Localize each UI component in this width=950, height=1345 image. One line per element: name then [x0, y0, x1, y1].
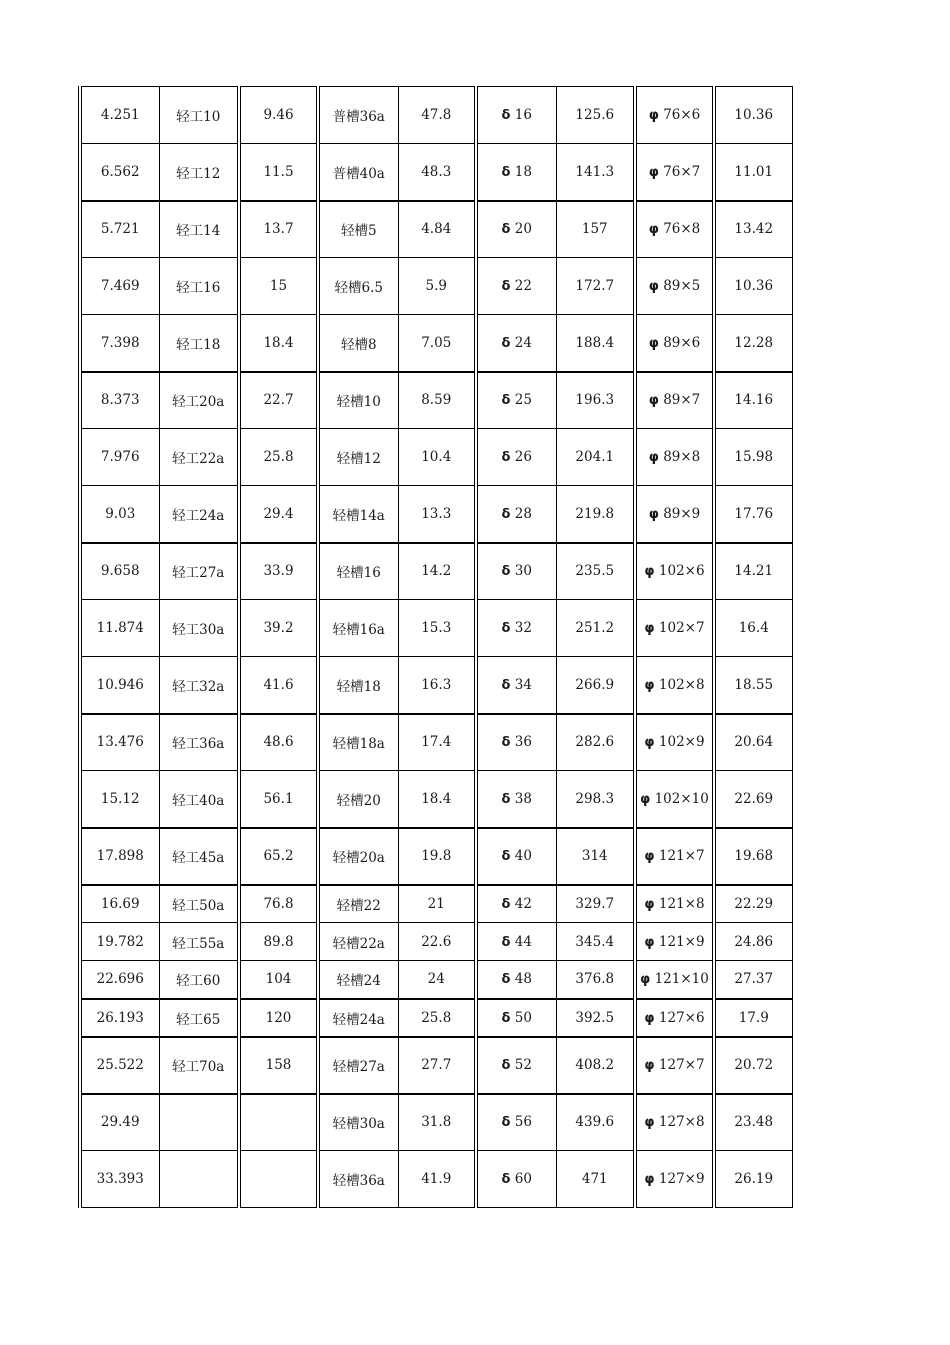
table-cell: 47.8 [398, 87, 476, 144]
cell-value: 76×7 [663, 163, 701, 180]
table-cell: 33.9 [239, 543, 318, 600]
delta-symbol: δ [501, 450, 511, 465]
table-cell: 13.476 [80, 714, 159, 771]
table-cell: 4.84 [398, 201, 476, 258]
table-cell: 16.69 [80, 885, 159, 923]
table-row [80, 372, 792, 429]
table-cell: 17.9 [714, 999, 792, 1037]
table-cell: 19.8 [398, 828, 476, 885]
delta-symbol: δ [501, 564, 511, 580]
table-cell: 轻工14 [159, 201, 239, 258]
table-cell: 18.55 [714, 657, 792, 714]
cell-value: 102×6 [658, 563, 705, 580]
delta-symbol: δ [501, 972, 511, 988]
phi-symbol: φ [640, 791, 651, 807]
table-row [80, 486, 792, 543]
table-cell: 120 [239, 999, 318, 1037]
table-cell: 轻工18 [159, 315, 239, 372]
table-cell: 14.21 [714, 543, 792, 600]
table-cell: 轻槽22 [318, 885, 398, 923]
table-cell: 329.7 [556, 885, 635, 923]
table-cell: 9.46 [239, 87, 318, 144]
table-cell: 7.976 [80, 429, 159, 486]
table-cell [476, 771, 556, 828]
table-row [80, 885, 792, 923]
table-row [80, 1094, 792, 1151]
cell-value: 89×7 [663, 392, 701, 409]
delta-symbol: δ [501, 393, 511, 409]
table-cell [476, 714, 556, 771]
phi-symbol: φ [644, 896, 655, 912]
table-cell: 204.1 [556, 429, 635, 486]
table-cell: 轻槽24a [318, 999, 398, 1037]
table-cell [635, 201, 714, 258]
table-cell: 轻槽24 [318, 961, 398, 999]
table-cell: 18.4 [398, 771, 476, 828]
delta-symbol: δ [501, 896, 511, 912]
table-cell: 266.9 [556, 657, 635, 714]
table-cell: 76.8 [239, 885, 318, 923]
cell-value: 25 [514, 392, 532, 409]
table-cell: 22.6 [398, 923, 476, 961]
table-cell: 8.373 [80, 372, 159, 429]
cell-value: 40 [514, 848, 532, 864]
table-cell: 104 [239, 961, 318, 999]
cell-value: 121×10 [654, 971, 709, 988]
table-cell [159, 1151, 239, 1208]
table-row [80, 828, 792, 885]
table-cell: 26.19 [714, 1151, 792, 1208]
table-cell [635, 486, 714, 543]
table-cell: 157 [556, 201, 635, 258]
table-cell [635, 1094, 714, 1151]
table-cell: 轻槽6.5 [318, 258, 398, 315]
table-cell [476, 600, 556, 657]
phi-symbol: φ [648, 108, 659, 123]
phi-symbol: φ [644, 1172, 655, 1187]
cell-value: 22 [514, 278, 532, 294]
table-cell: 22.69 [714, 771, 792, 828]
delta-symbol: δ [501, 1010, 511, 1026]
table-cell: 15 [239, 258, 318, 315]
table-cell: 11.874 [80, 600, 159, 657]
phi-symbol: φ [648, 506, 659, 522]
delta-symbol: δ [501, 1172, 511, 1187]
delta-symbol: δ [501, 335, 511, 351]
table-cell: 轻槽27a [318, 1037, 398, 1094]
table-cell [635, 828, 714, 885]
table-cell: 19.68 [714, 828, 792, 885]
table-cell: 24 [398, 961, 476, 999]
table-cell [476, 1037, 556, 1094]
table-cell: 轻工45a [159, 828, 239, 885]
table-cell: 251.2 [556, 600, 635, 657]
table-cell: 20.64 [714, 714, 792, 771]
table-cell: 41.9 [398, 1151, 476, 1208]
cell-value: 127×7 [658, 1057, 705, 1073]
table-cell: 轻工70a [159, 1037, 239, 1094]
cell-value: 26 [514, 449, 532, 465]
cell-value: 60 [514, 1171, 532, 1187]
phi-symbol: φ [644, 1115, 655, 1131]
table-cell: 11.5 [239, 144, 318, 201]
table-cell: 14.16 [714, 372, 792, 429]
table-cell: 17.898 [80, 828, 159, 885]
table-cell: 普槽40a [318, 144, 398, 201]
table-cell: 轻槽8 [318, 315, 398, 372]
cell-value: 30 [514, 563, 532, 580]
table-cell: 345.4 [556, 923, 635, 961]
cell-value: 127×8 [658, 1114, 705, 1131]
table-cell [635, 87, 714, 144]
table-row [80, 600, 792, 657]
table-cell [476, 1094, 556, 1151]
table-cell: 轻工12 [159, 144, 239, 201]
table-cell: 298.3 [556, 771, 635, 828]
table-cell: 5.721 [80, 201, 159, 258]
table-cell [239, 1151, 318, 1208]
table-cell: 轻槽16 [318, 543, 398, 600]
table-row [80, 1037, 792, 1094]
table-row [80, 144, 792, 201]
table-cell: 392.5 [556, 999, 635, 1037]
table-cell: 6.562 [80, 144, 159, 201]
cell-value: 32 [514, 620, 532, 636]
table-cell: 普槽36a [318, 87, 398, 144]
table-cell [476, 486, 556, 543]
cell-value: 20 [514, 221, 532, 238]
phi-symbol: φ [644, 1058, 655, 1073]
table-cell [635, 429, 714, 486]
table-cell: 24.86 [714, 923, 792, 961]
table-cell: 轻工30a [159, 600, 239, 657]
cell-value: 89×9 [663, 505, 701, 522]
table-cell: 11.01 [714, 144, 792, 201]
table-cell: 22.696 [80, 961, 159, 999]
table-cell: 376.8 [556, 961, 635, 999]
delta-symbol: δ [501, 164, 511, 180]
table-cell: 16.4 [714, 600, 792, 657]
table-cell [476, 372, 556, 429]
table-cell: 9.03 [80, 486, 159, 543]
table-cell: 轻槽22a [318, 923, 398, 961]
table-cell [635, 258, 714, 315]
table-cell: 10.36 [714, 87, 792, 144]
phi-symbol: φ [644, 677, 655, 693]
table-cell: 25.8 [398, 999, 476, 1037]
table-cell [635, 600, 714, 657]
cell-value: 76×8 [663, 221, 701, 238]
table-cell: 125.6 [556, 87, 635, 144]
cell-value: 102×10 [654, 790, 709, 807]
table-cell: 235.5 [556, 543, 635, 600]
delta-symbol: δ [501, 108, 511, 123]
table-cell: 7.398 [80, 315, 159, 372]
delta-symbol: δ [501, 849, 511, 864]
cell-value: 36 [514, 734, 532, 751]
table-row [80, 714, 792, 771]
delta-symbol: δ [501, 1115, 511, 1131]
table-cell [635, 771, 714, 828]
table-cell: 轻工16 [159, 258, 239, 315]
table-cell: 10.4 [398, 429, 476, 486]
table-row [80, 771, 792, 828]
table-cell: 轻槽12 [318, 429, 398, 486]
table-cell [635, 1037, 714, 1094]
phi-symbol: φ [644, 1010, 655, 1026]
table-cell: 13.7 [239, 201, 318, 258]
cell-value: 34 [514, 676, 532, 693]
table-cell: 14.2 [398, 543, 476, 600]
table-cell: 33.393 [80, 1151, 159, 1208]
table-cell: 轻工60 [159, 961, 239, 999]
table-row [80, 201, 792, 258]
phi-symbol: φ [644, 735, 655, 751]
table-row [80, 657, 792, 714]
table-cell [476, 429, 556, 486]
table-cell [635, 144, 714, 201]
table-cell: 轻工50a [159, 885, 239, 923]
table-cell: 56.1 [239, 771, 318, 828]
table-cell [635, 1151, 714, 1208]
table-cell: 轻槽14a [318, 486, 398, 543]
cell-value: 16 [514, 107, 532, 123]
table-cell: 196.3 [556, 372, 635, 429]
table-cell: 轻工10 [159, 87, 239, 144]
cell-value: 24 [514, 334, 532, 351]
cell-value: 42 [514, 895, 532, 912]
table-cell: 26.193 [80, 999, 159, 1037]
cell-value: 102×9 [658, 734, 705, 751]
cell-value: 102×8 [658, 676, 705, 693]
delta-symbol: δ [501, 735, 511, 751]
table-row [80, 961, 792, 999]
table-cell: 7.05 [398, 315, 476, 372]
table-cell: 轻槽18a [318, 714, 398, 771]
table-cell [635, 657, 714, 714]
phi-symbol: φ [640, 972, 651, 988]
table-cell: 48.3 [398, 144, 476, 201]
table-row [80, 87, 792, 144]
table-cell: 15.12 [80, 771, 159, 828]
phi-symbol: φ [648, 164, 659, 180]
phi-symbol: φ [648, 393, 659, 409]
table-row [80, 999, 792, 1037]
table-cell: 23.48 [714, 1094, 792, 1151]
table-cell: 29.49 [80, 1094, 159, 1151]
phi-symbol: φ [648, 279, 659, 294]
phi-symbol: φ [644, 934, 655, 950]
cell-value: 89×6 [663, 334, 701, 351]
cell-value: 102×7 [658, 620, 705, 636]
delta-symbol: δ [501, 279, 511, 294]
cell-value: 89×5 [663, 278, 701, 294]
cell-value: 121×8 [658, 895, 705, 912]
table-cell: 89.8 [239, 923, 318, 961]
delta-symbol: δ [501, 506, 511, 522]
steel-weight-table [78, 86, 793, 1208]
delta-symbol: δ [501, 791, 511, 807]
cell-value: 50 [514, 1009, 532, 1026]
table-cell: 轻槽10 [318, 372, 398, 429]
table-cell: 5.9 [398, 258, 476, 315]
cell-value: 121×9 [658, 933, 705, 950]
table-cell: 15.98 [714, 429, 792, 486]
table-cell [476, 315, 556, 372]
phi-symbol: φ [644, 849, 655, 864]
cell-value: 121×7 [658, 848, 705, 864]
table-cell: 轻工27a [159, 543, 239, 600]
table-cell: 轻工36a [159, 714, 239, 771]
table-cell: 10.946 [80, 657, 159, 714]
table-cell: 16.3 [398, 657, 476, 714]
table-cell: 172.7 [556, 258, 635, 315]
cell-value: 28 [514, 505, 532, 522]
table-cell: 21 [398, 885, 476, 923]
phi-symbol: φ [648, 335, 659, 351]
table-cell: 13.3 [398, 486, 476, 543]
table-cell: 18.4 [239, 315, 318, 372]
table-cell [476, 201, 556, 258]
delta-symbol: δ [501, 222, 511, 238]
table-cell [476, 1151, 556, 1208]
table-cell [476, 828, 556, 885]
table-cell [476, 657, 556, 714]
table-cell: 27.37 [714, 961, 792, 999]
table-cell [635, 885, 714, 923]
table-cell: 41.6 [239, 657, 318, 714]
table-row [80, 315, 792, 372]
table-cell: 轻工22a [159, 429, 239, 486]
table-cell [476, 961, 556, 999]
table-cell: 48.6 [239, 714, 318, 771]
cell-value: 127×6 [658, 1009, 705, 1026]
delta-symbol: δ [501, 621, 511, 636]
table-cell [635, 961, 714, 999]
table-cell: 17.4 [398, 714, 476, 771]
table-cell: 439.6 [556, 1094, 635, 1151]
table-cell: 轻槽16a [318, 600, 398, 657]
table-cell [476, 258, 556, 315]
table-cell [476, 999, 556, 1037]
table-row [80, 923, 792, 961]
table-cell: 轻槽20a [318, 828, 398, 885]
table-cell [635, 543, 714, 600]
table-cell: 219.8 [556, 486, 635, 543]
table-cell [476, 87, 556, 144]
table-cell [476, 885, 556, 923]
table-row [80, 1151, 792, 1208]
table-cell: 25.8 [239, 429, 318, 486]
delta-symbol: δ [501, 934, 511, 950]
table-cell: 7.469 [80, 258, 159, 315]
cell-value: 38 [514, 790, 532, 807]
table-cell: 轻工32a [159, 657, 239, 714]
delta-symbol: δ [501, 677, 511, 693]
table-cell: 9.658 [80, 543, 159, 600]
table-row [80, 429, 792, 486]
table-cell: 轻槽20 [318, 771, 398, 828]
table-row [80, 258, 792, 315]
table-cell: 17.76 [714, 486, 792, 543]
table-cell: 39.2 [239, 600, 318, 657]
table-cell: 10.36 [714, 258, 792, 315]
table-cell [239, 1094, 318, 1151]
cell-value: 18 [514, 163, 532, 180]
table-cell: 20.72 [714, 1037, 792, 1094]
table-cell: 408.2 [556, 1037, 635, 1094]
cell-value: 76×6 [663, 107, 701, 123]
table-cell [635, 999, 714, 1037]
table-cell: 158 [239, 1037, 318, 1094]
cell-value: 44 [514, 933, 532, 950]
cell-value: 52 [514, 1057, 532, 1073]
table-cell: 314 [556, 828, 635, 885]
table-cell: 轻工65 [159, 999, 239, 1037]
table-cell: 27.7 [398, 1037, 476, 1094]
table-cell: 轻槽36a [318, 1151, 398, 1208]
table-cell [635, 315, 714, 372]
table-cell: 12.28 [714, 315, 792, 372]
table-cell [476, 543, 556, 600]
table-cell: 282.6 [556, 714, 635, 771]
phi-symbol: φ [644, 621, 655, 636]
table-cell: 188.4 [556, 315, 635, 372]
table-cell: 22.29 [714, 885, 792, 923]
cell-value: 89×8 [663, 449, 701, 465]
table-cell [476, 144, 556, 201]
table-cell: 141.3 [556, 144, 635, 201]
table-cell: 轻工40a [159, 771, 239, 828]
table-cell: 471 [556, 1151, 635, 1208]
table-cell: 22.7 [239, 372, 318, 429]
cell-value: 127×9 [658, 1171, 705, 1187]
table-cell: 轻槽30a [318, 1094, 398, 1151]
table-cell: 轻槽18 [318, 657, 398, 714]
cell-value: 56 [514, 1114, 532, 1131]
table-cell: 轻工24a [159, 486, 239, 543]
table-cell: 8.59 [398, 372, 476, 429]
table-row [80, 543, 792, 600]
table-cell: 轻工55a [159, 923, 239, 961]
table-cell: 4.251 [80, 87, 159, 144]
phi-symbol: φ [644, 564, 655, 580]
table-cell: 13.42 [714, 201, 792, 258]
table-cell: 29.4 [239, 486, 318, 543]
cell-value: 48 [514, 971, 532, 988]
table-cell [635, 923, 714, 961]
table-cell: 轻工20a [159, 372, 239, 429]
delta-symbol: δ [501, 1058, 511, 1073]
table-cell: 65.2 [239, 828, 318, 885]
table-cell [635, 372, 714, 429]
table-cell [159, 1094, 239, 1151]
table-cell: 15.3 [398, 600, 476, 657]
table-cell: 19.782 [80, 923, 159, 961]
table-cell: 25.522 [80, 1037, 159, 1094]
table-cell: 31.8 [398, 1094, 476, 1151]
table-cell [635, 714, 714, 771]
phi-symbol: φ [648, 222, 659, 238]
phi-symbol: φ [648, 450, 659, 465]
table-cell [476, 923, 556, 961]
table-cell: 轻槽5 [318, 201, 398, 258]
